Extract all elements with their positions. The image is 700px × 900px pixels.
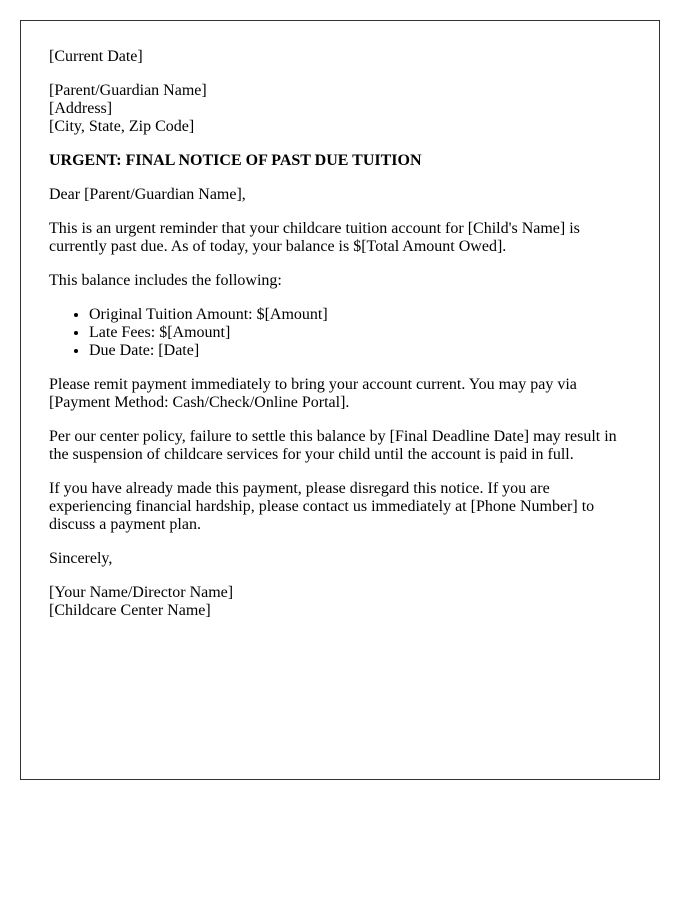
list-item-original-tuition: • Original Tuition Amount: $[Amount]: [89, 306, 631, 324]
list-item-late-fees: • Late Fees: $[Amount]: [89, 324, 631, 342]
paragraph-balance-intro: This balance includes the following:: [49, 272, 282, 289]
recipient-address-block: [49, 82, 631, 136]
letter-salutation: Dear [Parent/Guardian Name],: [49, 186, 246, 203]
recipient-city-state-zip: [City, State, Zip Code]: [49, 118, 195, 135]
letter-date: [Current Date]: [49, 48, 143, 65]
letter-document: [20, 20, 660, 780]
recipient-name: [Parent/Guardian Name]: [49, 82, 207, 99]
signature-block: [49, 584, 631, 620]
balance-items-list: [49, 306, 631, 360]
list-item-due-date: • Due Date: [Date]: [89, 342, 631, 360]
letter-subject: URGENT: FINAL NOTICE OF PAST DUE TUITION: [49, 152, 422, 169]
recipient-address: [Address]: [49, 100, 113, 117]
letter-closing: Sincerely,: [49, 550, 113, 567]
paragraph-disregard: If you have already made this payment, please disregard this notice. If you are experiencing financial hardship, please contact us immediately at [Phone Number] to discuss a payment plan.: [49, 480, 595, 533]
paragraph-reminder: This is an urgent reminder that your childcare tuition account for [Child's Name] is currently past due. As of today, your balance is $[Total Amount Owed].: [49, 220, 580, 255]
paragraph-payment-request: Please remit payment immediately to bring your account current. You may pay via [Payment Method: Cash/Check/Online Portal].: [49, 376, 577, 411]
signature-name: [Your Name/Director Name]: [49, 584, 234, 601]
paragraph-policy: Per our center policy, failure to settle this balance by [Final Deadline Date] may result in the suspension of childcare services for your child until the account is paid in full.: [49, 428, 617, 463]
signature-center: [Childcare Center Name]: [49, 602, 211, 619]
